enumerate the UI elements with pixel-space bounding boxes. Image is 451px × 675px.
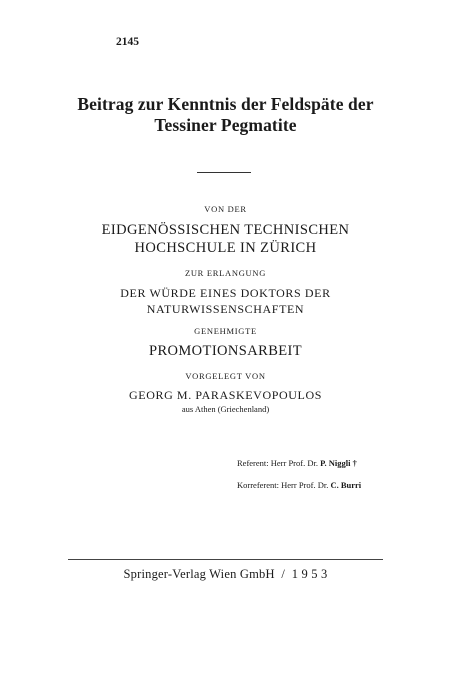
author-name: GEORG M. PARASKEVOPOULOS xyxy=(129,388,322,402)
publisher-separator: / xyxy=(281,567,286,581)
dissertation-number: 2145 xyxy=(116,36,139,48)
degree-line-1: DER WÜRDE EINES DOKTORS DER xyxy=(120,286,331,300)
degree-line-2: NATURWISSENSCHAFTEN xyxy=(146,302,305,316)
genehmigte-label: GENEHMIGTE xyxy=(194,326,257,336)
publisher-line xyxy=(0,567,451,582)
institution-line-1: EIDGENÖSSISCHEN TECHNISCHEN xyxy=(101,222,350,238)
von-der-label: VON DER xyxy=(204,204,247,214)
vorgelegt-von-label: VORGELEGT VON xyxy=(185,371,266,381)
referent-name: P. Niggli † xyxy=(320,458,357,468)
institution-line-2: HOCHSCHULE IN ZÜRICH xyxy=(134,240,317,256)
korreferent-line xyxy=(237,480,361,490)
referent-prefix: Referent: Herr Prof. Dr. xyxy=(237,458,318,468)
korreferent-prefix: Korreferent: Herr Prof. Dr. xyxy=(237,480,329,490)
referent-line xyxy=(237,458,357,468)
title-line-2: Tessiner Pegmatite xyxy=(154,115,297,135)
short-divider xyxy=(197,172,251,173)
work-type: PROMOTIONSARBEIT xyxy=(148,343,303,359)
publisher-name: Springer-Verlag Wien GmbH xyxy=(123,567,275,581)
korreferent-name: C. Burri xyxy=(330,480,362,490)
long-divider xyxy=(68,559,383,560)
publication-year: 1 9 5 3 xyxy=(291,567,328,581)
title-line-1: Beitrag zur Kenntnis der Feldspäte der xyxy=(77,94,374,114)
author-origin: aus Athen (Griechenland) xyxy=(181,404,270,414)
zur-erlangung-label: ZUR ERLANGUNG xyxy=(184,268,267,278)
